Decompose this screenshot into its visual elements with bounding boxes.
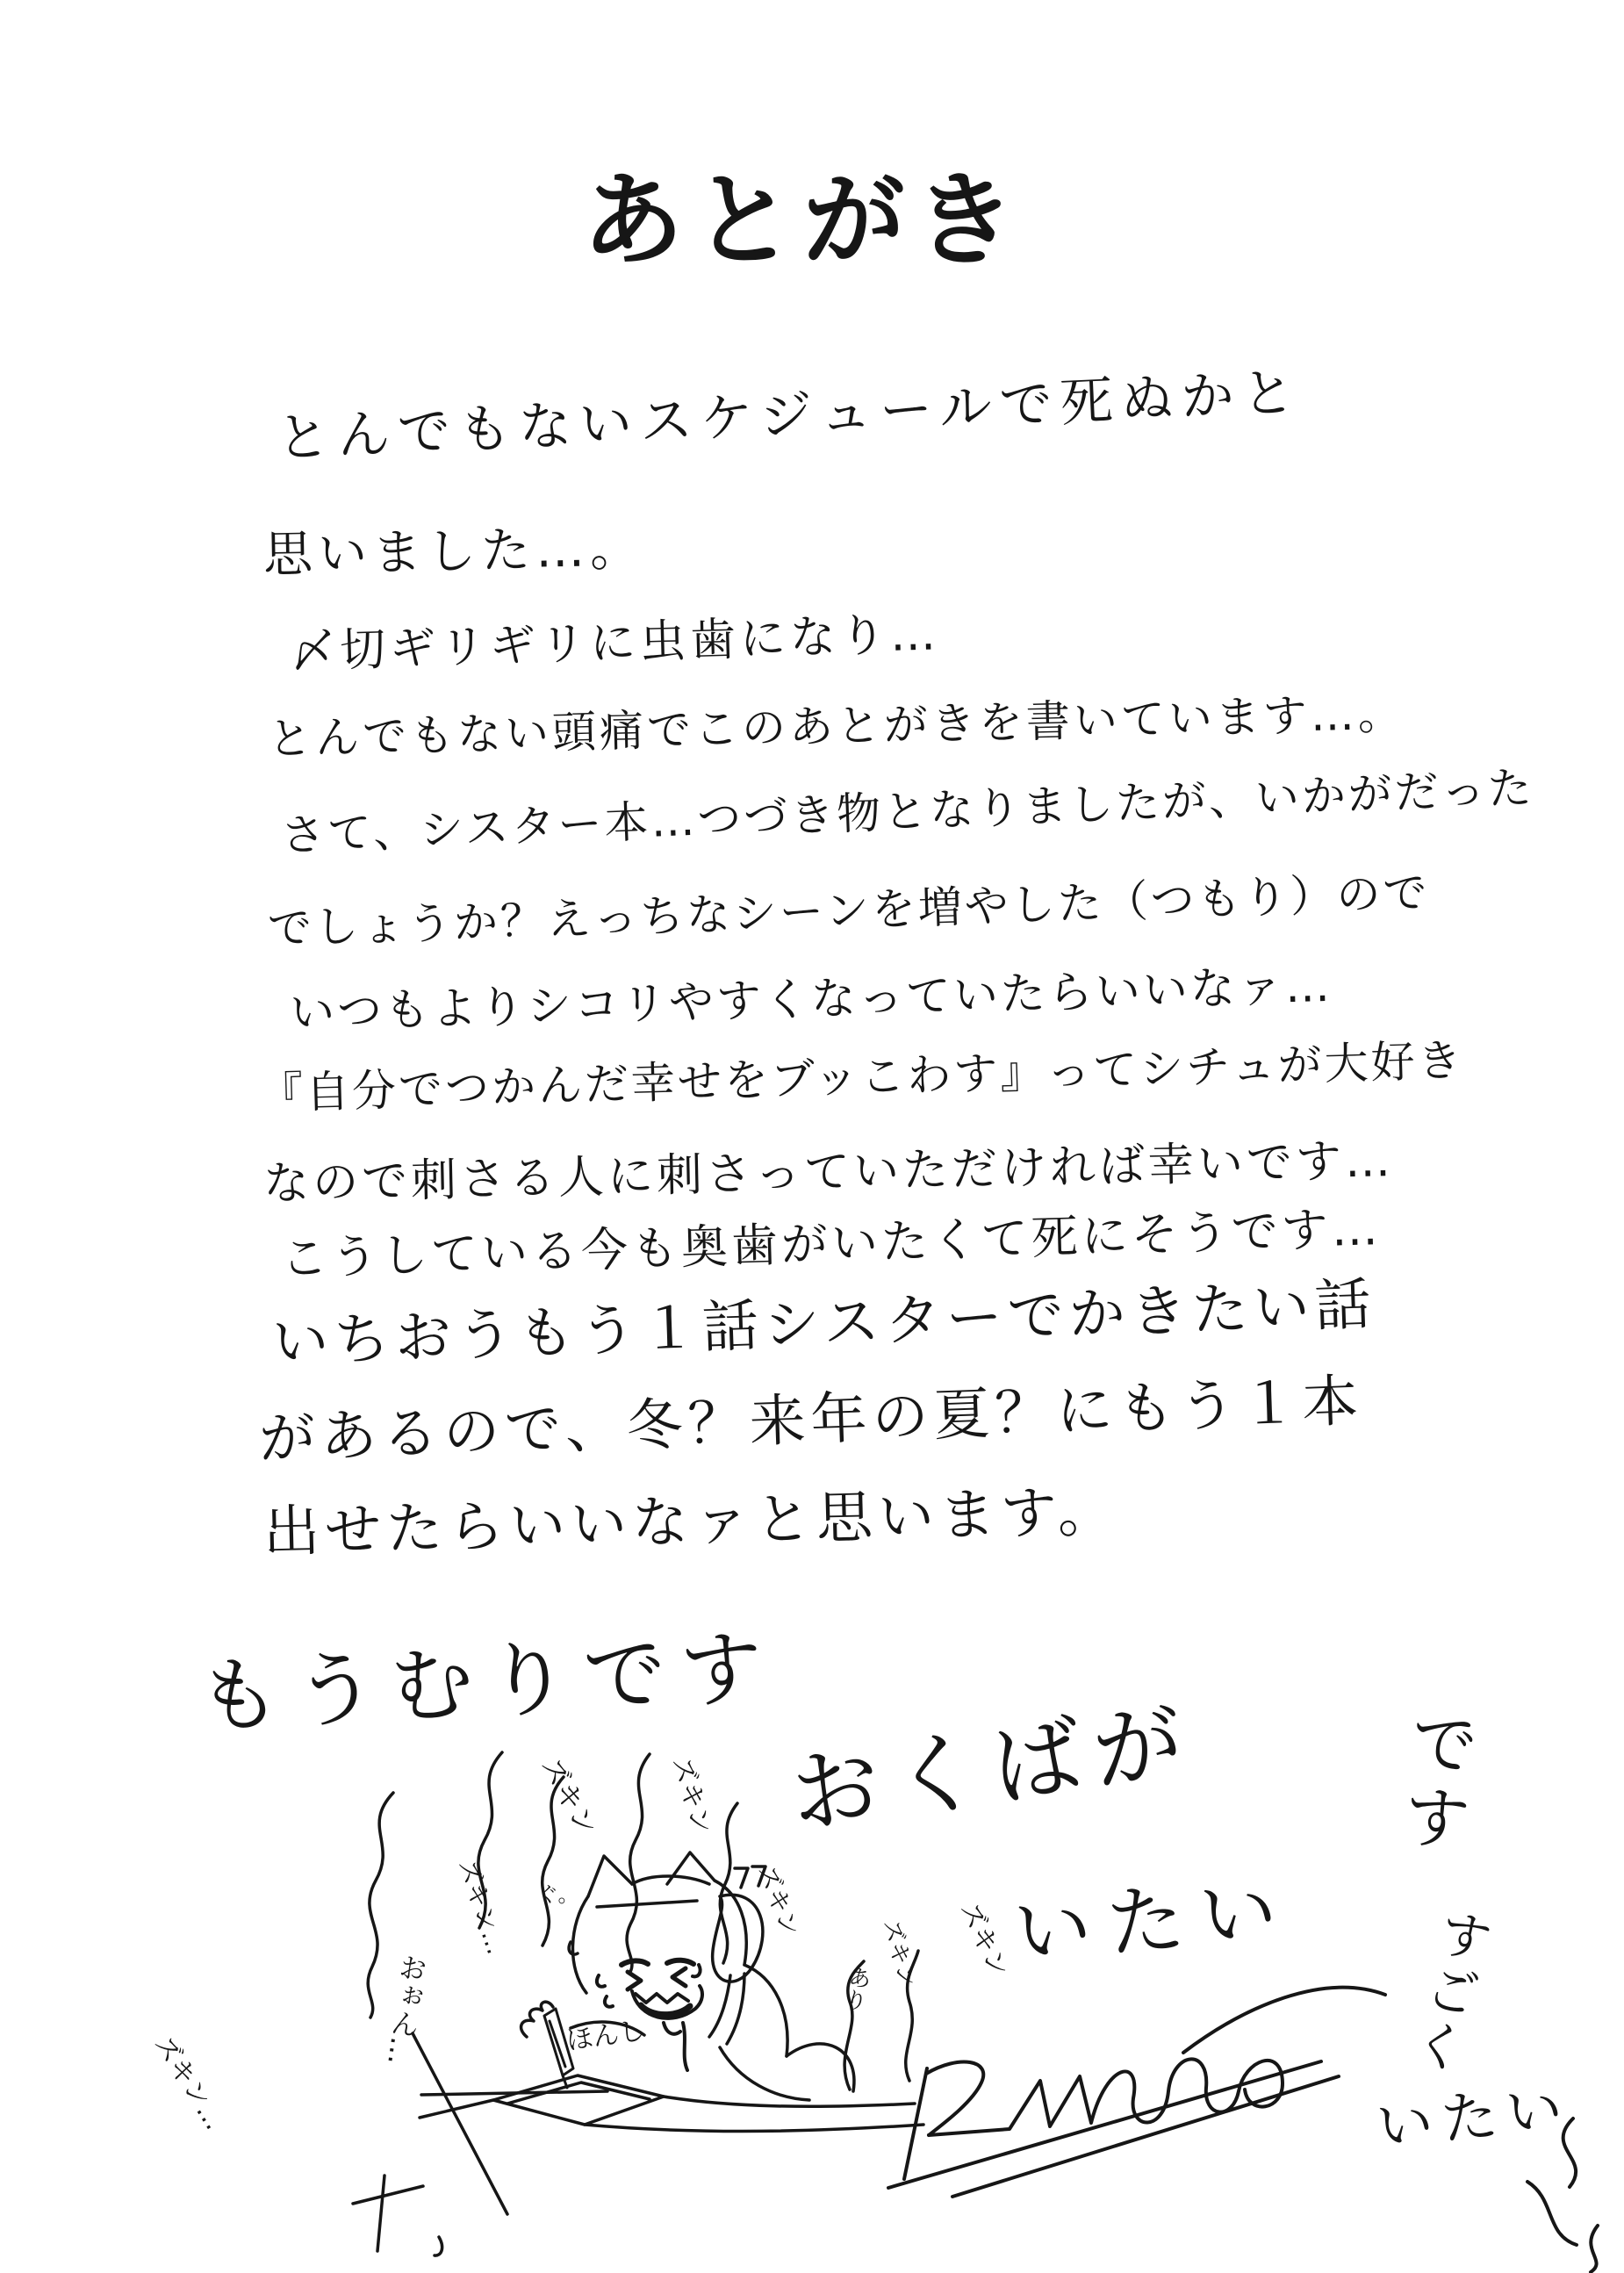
handwritten-line-3: 〆切ギリギリに虫歯になり… <box>289 608 941 679</box>
big-text-mou-muri: もうむりです <box>195 1620 780 1746</box>
handwritten-line-2: 思いました…。 <box>262 520 645 584</box>
scribble-near-hand: ほんし <box>564 2015 648 2057</box>
big-text-okuba-ga: おくばが <box>783 1687 1202 1849</box>
sfx-zukin-6: ズキン <box>878 1917 920 1990</box>
handwritten-line-8: 『自分でつかんだ幸せをブッこわす』ってシチュが大好き <box>258 1034 1465 1119</box>
handwritten-line-1: とんでもないスケジュールで死ぬかと <box>275 361 1304 470</box>
sfx-crying-oon: おぉん… <box>381 1951 430 2068</box>
handwritten-line-6: でしょうか？えっちなシーンを増やした（つもり）ので <box>267 867 1431 954</box>
big-text-itai-2: いたい <box>1373 2075 1575 2161</box>
page-title: あとがき <box>581 162 1024 280</box>
handwritten-line-11: いちおうもう１話シスターでかきたい話 <box>270 1272 1377 1376</box>
sfx-zukin-5: ズキン <box>953 1897 1015 1982</box>
handwritten-line-7: いつもよりシコリやすくなっていたらいいなァ… <box>289 960 1333 1039</box>
sfx-zukin-3: ズキン… <box>452 1855 511 1959</box>
corner-scribble <box>1492 2103 1624 2273</box>
handwritten-line-5: さて、シスター本…つづき物となりましたが、いかがだった <box>280 762 1535 861</box>
sfx-zukin-2: ズキン <box>665 1753 718 1838</box>
stray-strokes <box>353 1942 578 2255</box>
pain-squiggles <box>368 1752 918 2090</box>
handwritten-line-10: こうしている今も奥歯がいたくて死にそうです… <box>280 1201 1383 1286</box>
handwritten-line-12: があるので、冬？来年の夏？にもう１本 <box>257 1369 1365 1472</box>
big-text-desu: です <box>1386 1702 1482 1862</box>
crying-face <box>597 1960 702 2070</box>
sfx-zukin-4: ズキン <box>752 1860 805 1940</box>
sfx-zukin-7: ズキン… <box>147 2030 230 2136</box>
big-text-itai: いたい <box>1010 1863 1297 1978</box>
crying-artist-doodle <box>158 1712 948 2273</box>
pen <box>544 2009 573 2088</box>
artist-signature <box>843 1958 1405 2221</box>
sfx-ari: あり <box>838 1963 873 2013</box>
big-text-sugoku: すごく <box>1399 1902 1498 2081</box>
handwritten-line-4: とんでもない頭痛でこのあとがきを書いています…。 <box>267 687 1406 765</box>
sfx-zukin-1: ズキン <box>535 1751 604 1842</box>
handwritten-line-9: なので刺さる人に刺さっていただければ幸いです… <box>262 1134 1395 1211</box>
sfx-gu: ぐ。 <box>537 1882 579 1907</box>
handwritten-line-13: 出せたらいいなァと思います。 <box>262 1479 1120 1565</box>
